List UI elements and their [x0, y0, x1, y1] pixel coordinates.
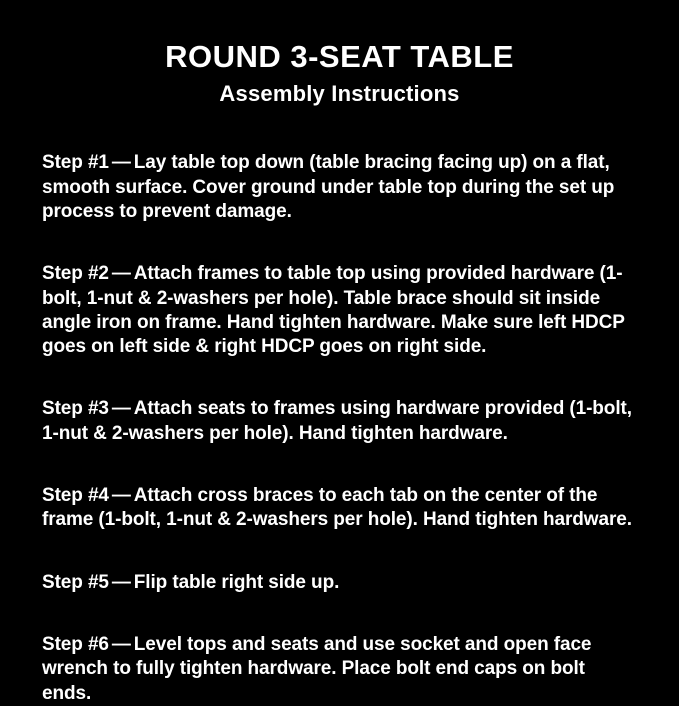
step-text: Lay table top down (table bracing facing up) on a flat, smooth surface. Cover ground under table top during the set up process to prevent damage.	[42, 152, 615, 222]
step-text: Level tops and seats and use socket and open face wrench to fully tighten hardware. Place bolt end caps on bolt ends.	[42, 634, 592, 704]
step-text: Attach frames to table top using provided hardware (1-bolt, 1-nut & 2-washers per hole). Table brace should sit inside angle iron on frame. Hand tighten hardware. Make sure left HDCP goes on left side & right HDCP goes on right side.	[42, 263, 625, 358]
step-item	[42, 151, 637, 224]
step-dash: —	[111, 398, 131, 420]
step-item	[42, 633, 637, 706]
page-subtitle: Assembly Instructions	[219, 81, 460, 107]
step-dash: —	[111, 571, 131, 593]
step-label: Step #6	[42, 634, 109, 656]
step-label: Step #3	[42, 398, 109, 420]
step-dash: —	[111, 263, 131, 285]
step-text: Attach seats to frames using hardware provided (1-bolt, 1-nut & 2-washers per hole). Hand tighten hardware.	[42, 398, 632, 444]
step-text: Attach cross braces to each tab on the center of the frame (1-bolt, 1-nut & 2-washers per hole). Hand tighten hardware.	[42, 485, 632, 531]
step-label: Step #2	[42, 263, 109, 285]
step-dash: —	[111, 152, 131, 174]
step-item	[42, 397, 637, 446]
step-label: Step #4	[42, 485, 109, 507]
step-label: Step #1	[42, 152, 109, 174]
step-dash: —	[111, 485, 131, 507]
step-item	[42, 262, 637, 359]
step-item	[42, 571, 637, 595]
steps-list	[42, 132, 637, 706]
page-title: ROUND 3-SEAT TABLE	[165, 39, 514, 74]
step-label: Step #5	[42, 571, 109, 593]
step-text: Flip table right side up.	[133, 571, 340, 593]
step-item	[42, 484, 637, 533]
step-dash: —	[111, 634, 131, 656]
